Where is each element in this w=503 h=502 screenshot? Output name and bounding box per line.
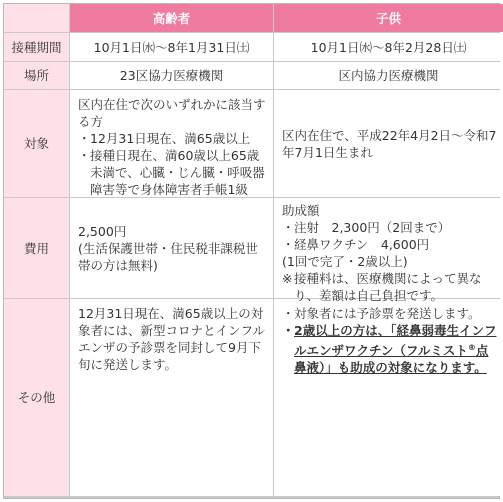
elderly-place: 23区協力医療機関 — [70, 62, 273, 89]
registered-mark: ® — [467, 343, 476, 352]
note-mark: ※ — [282, 271, 293, 286]
elderly-target-list — [78, 130, 267, 198]
list-item: ・ 接種日現在、満60歳以上65歳未満で、心臓・じん臓・呼吸器障害等で身体障害者手帳1級 — [78, 147, 267, 198]
child-other — [274, 299, 503, 496]
row-header-target: 対象 — [4, 90, 69, 197]
row-header-period: 接種期間 — [4, 33, 69, 61]
row-header-cost: 費用 — [4, 198, 69, 298]
child-cost — [274, 198, 503, 303]
elderly-period: 10月1日㈬～8年1月31日㈯ — [70, 33, 273, 61]
column-header-child: 子供 — [274, 4, 503, 32]
child-place: 区内協力医療機関 — [274, 62, 503, 89]
list-item: ・ 対象者には予診票を発送します。 — [282, 305, 497, 322]
elderly-cost — [70, 198, 273, 298]
elderly-other-text: 12月31日現在、満65歳以上の対象者には、新型コロナとインフルエンザの予診票を同封して9月下旬に発送します。 — [78, 306, 266, 372]
elderly-cost-amount: 2,500円 — [78, 223, 127, 239]
child-target — [274, 90, 503, 197]
child-target-text: 区内在住で、平成22年4月2日～令和7年7月1日生まれ — [282, 127, 497, 160]
child-cost-note — [282, 270, 497, 304]
column-header-elderly: 高齢者 — [70, 4, 273, 32]
list-item-emphasis — [282, 322, 497, 376]
list-item: ・ 経鼻ワクチン 4,600円 — [282, 236, 497, 253]
child-cost-note-text: 接種料は、医療機関によって異なり、差額は自己負担です。 — [294, 271, 482, 303]
child-other-list — [282, 305, 497, 376]
elderly-other — [70, 299, 273, 496]
row-header-other: その他 — [4, 299, 69, 496]
flumist-text-b: 点鼻液）」も助成の対象になります。 — [294, 343, 489, 376]
row-header-place: 場所 — [4, 62, 69, 89]
elderly-cost-note: (生活保護世帯・住民税非課税世帯の方は無料) — [78, 240, 258, 273]
elderly-target — [70, 90, 273, 197]
child-cost-sub: (1回で完了・2歳以上) — [282, 254, 408, 269]
child-cost-title: 助成額 — [282, 203, 320, 218]
child-period: 10月1日㈬～8年2月28日㈯ — [274, 33, 503, 61]
vaccination-info-table — [3, 3, 500, 499]
flumist-text-a: 2歳以上の方は、「経鼻弱毒生インフルエンザワクチン（フルミスト — [294, 323, 497, 359]
child-cost-list — [282, 219, 497, 253]
elderly-target-intro: 区内在住で次のいずれかに該当する方 — [78, 97, 266, 129]
table-corner — [4, 4, 69, 32]
list-item: ・ 注射 2,300円（2回まで） — [282, 219, 497, 236]
list-item: ・ 12月31日現在、満65歳以上 — [78, 130, 267, 147]
